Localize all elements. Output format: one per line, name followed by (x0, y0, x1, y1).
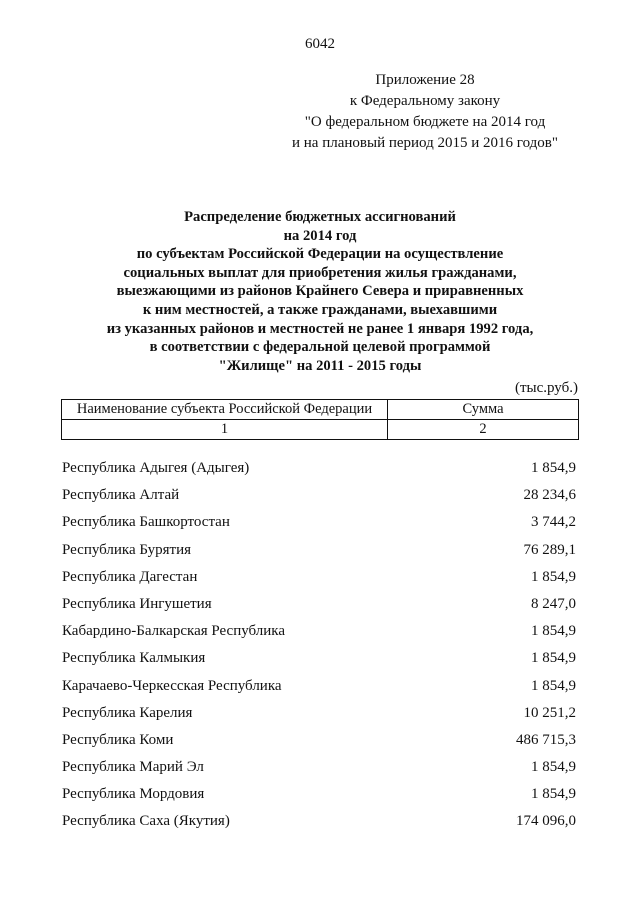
table-row (62, 781, 580, 808)
column-number-2: 2 (388, 420, 579, 440)
region-name: Республика Карелия (62, 704, 193, 721)
title-line: Распределение бюджетных ассигнований (184, 209, 456, 225)
table-row (62, 700, 580, 727)
table-row (62, 537, 580, 564)
region-name: Республика Саха (Якутия) (62, 813, 230, 830)
column-header-amount: Сумма (388, 400, 579, 420)
table-row (62, 673, 580, 700)
region-amount: 1 854,9 (531, 623, 576, 640)
page-number: 6042 (305, 36, 335, 52)
region-name: Республика Алтай (62, 487, 180, 504)
column-header-name: Наименование субъекта Российской Федерации (62, 400, 388, 420)
title-line: на 2014 год (283, 227, 357, 244)
region-name: Кабардино-Балкарская Республика (62, 623, 286, 640)
title-line: социальных выплат для приобретения жилья гражданами, (123, 264, 517, 281)
title-line: в соответствии с федеральной целевой программой (149, 339, 491, 356)
title-line: из указанных районов и местностей не ранее 1 января 1992 года, (106, 320, 534, 337)
region-name: Республика Ингушетия (62, 595, 212, 612)
region-amount: 8 247,0 (531, 595, 576, 612)
region-name: Республика Калмыкия (62, 650, 206, 667)
appendix-line: и на плановый период 2015 и 2016 годов" (292, 135, 558, 151)
region-amount: 1 854,9 (531, 568, 576, 585)
table-body (62, 455, 580, 836)
region-name: Республика Дагестан (62, 568, 198, 585)
table-row (62, 509, 580, 536)
table-row (62, 591, 580, 618)
unit-label: (тыс.руб.) (514, 380, 578, 396)
title-line: к ним местностей, а также гражданами, выехавшими (142, 301, 498, 318)
table-header (61, 399, 579, 440)
title-line: по субъектам Российской Федерации на осуществление (136, 246, 504, 263)
table-row (62, 808, 580, 835)
region-name: Республика Мордовия (62, 786, 205, 803)
table-row (62, 482, 580, 509)
region-name: Республика Бурятия (62, 541, 192, 558)
appendix-line: к Федеральному закону (349, 93, 501, 109)
region-amount: 1 854,9 (531, 759, 576, 776)
region-name: Карачаево-Черкесская Республика (62, 677, 282, 694)
table-row (62, 645, 580, 672)
region-amount: 28 234,6 (523, 487, 576, 504)
region-amount: 1 854,9 (531, 460, 576, 476)
region-name: Республика Коми (62, 731, 174, 748)
table-row (62, 727, 580, 754)
region-amount: 10 251,2 (523, 704, 576, 721)
region-amount: 1 854,9 (531, 786, 576, 803)
region-name: Республика Башкортостан (62, 514, 230, 531)
title-line: "Жилище" на 2011 - 2015 годы (218, 357, 422, 374)
region-amount: 3 744,2 (531, 514, 576, 531)
column-number-1: 1 (62, 420, 388, 440)
region-amount: 486 715,3 (516, 731, 576, 748)
region-amount: 76 289,1 (523, 541, 576, 558)
region-amount: 1 854,9 (531, 677, 576, 694)
region-name: Республика Марий Эл (62, 759, 204, 776)
table-row (62, 618, 580, 645)
appendix-line: "О федеральном бюджете на 2014 год (304, 114, 546, 130)
appendix-note (260, 70, 590, 154)
title-line: выезжающими из районов Крайнего Севера и приравненных (116, 283, 524, 300)
table-row (62, 754, 580, 781)
appendix-line: Приложение 28 (375, 72, 475, 88)
region-amount: 174 096,0 (516, 813, 576, 830)
region-amount: 1 854,9 (531, 650, 576, 667)
region-name: Республика Адыгея (Адыгея) (62, 460, 250, 476)
document-title (70, 208, 570, 375)
table-row (62, 455, 580, 482)
table-row (62, 564, 580, 591)
